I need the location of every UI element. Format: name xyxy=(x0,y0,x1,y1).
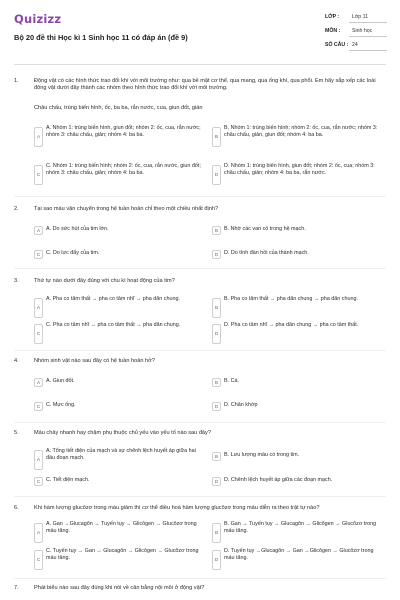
option-letter: A xyxy=(34,127,43,147)
meta-question-count xyxy=(325,40,387,51)
option-text: D. Nhóm 1: trùng biến hình, giun đốt; nhóm 2: ốc, cua; nhóm 3: châu chấu, giản; nhóm 4: ba ba, rắn nước. xyxy=(224,163,375,177)
option-letter: C xyxy=(34,402,43,411)
option-text: B. Cá. xyxy=(224,378,239,384)
quizizz-logo: Quizizz xyxy=(14,12,62,26)
option-text: A. Do sức hút của tim lớn. xyxy=(46,226,109,232)
option-text: B. Nhóm 1: trùng biến hình; nhóm 2: ốc, cua, rắn nước; nhóm 3: châu chấu, giản, giun đốt; nhóm 4: ba ba. xyxy=(224,125,378,139)
option-a[interactable] xyxy=(34,125,204,147)
option-letter: A xyxy=(34,226,43,235)
option-d[interactable] xyxy=(212,322,382,344)
question-number: 3. xyxy=(14,278,19,284)
option-text: B. Lưu lượng máu có trong tim. xyxy=(224,452,300,458)
option-d[interactable] xyxy=(212,548,382,570)
option-letter: D xyxy=(212,550,221,570)
option-letter: C xyxy=(34,250,43,259)
option-letter: D xyxy=(212,402,221,411)
option-text: D. Do tính đàn hồi của thành mạch. xyxy=(224,250,309,256)
meta-class-label: LỚP : xyxy=(325,14,340,21)
option-text: D. Pha co tâm nhĩ → pha dãn chung → pha co tâm thất. xyxy=(224,322,359,328)
option-b[interactable] xyxy=(212,452,382,461)
meta-subject-label: MÔN : xyxy=(325,28,341,35)
question-text: Thứ tự nào dưới đây đúng với chu kì hoạt động của tim? xyxy=(34,278,175,284)
option-c[interactable] xyxy=(34,250,204,259)
option-d[interactable] xyxy=(212,250,382,259)
option-letter: B xyxy=(212,523,221,543)
option-text: C. Mực ống. xyxy=(46,402,76,408)
option-a[interactable] xyxy=(34,296,204,318)
question-text: Tại sao máu vận chuyển trong hệ tuần hoàn chỉ theo một chiều nhất định? xyxy=(34,206,219,212)
option-d[interactable] xyxy=(212,477,382,486)
option-b[interactable] xyxy=(212,296,382,318)
option-letter: D xyxy=(212,250,221,259)
header-divider xyxy=(14,64,386,65)
option-letter: C xyxy=(34,324,43,344)
option-c[interactable] xyxy=(34,163,204,185)
option-text: C. Nhóm 1: trùng biến hình; nhóm 2: ốc, cua, rắn nước, giun đốt; nhóm 3: châu chấu, giản; nhóm 4: ba ba. xyxy=(46,163,201,177)
question-number: 5. xyxy=(14,430,19,436)
option-a[interactable] xyxy=(34,378,204,387)
option-text: C. Pha co tâm nhĩ → pha co tâm thất → pha dãn chung. xyxy=(46,322,181,328)
option-letter: B xyxy=(212,127,221,147)
meta-subject xyxy=(325,26,387,37)
option-c[interactable] xyxy=(34,477,204,486)
meta-class-value: Lớp 11 xyxy=(349,13,387,23)
option-text: B. Nhờ các van có trong hệ mạch. xyxy=(224,226,306,232)
option-c[interactable] xyxy=(34,322,204,344)
option-text: A. Tổng tiết diện của mạch và sự chênh lệch huyết áp giữa hai đầu đoạn mạch. xyxy=(46,448,196,462)
option-b[interactable] xyxy=(212,125,382,147)
meta-subject-value: Sinh học xyxy=(349,27,387,37)
question-number: 6. xyxy=(14,505,19,511)
question-divider xyxy=(14,496,386,497)
option-text: D. Chân khớp xyxy=(224,402,258,408)
option-text: A. Giun đốt. xyxy=(46,378,75,384)
question-text: Máu chảy nhanh hay chậm phụ thuộc chủ yếu vào yếu tố nào sau đây? xyxy=(34,430,211,436)
document-title: Bộ 20 đề thi Học kì 1 Sinh học 11 có đáp án (đề 9) xyxy=(14,33,188,42)
option-letter: B xyxy=(212,378,221,387)
option-a[interactable] xyxy=(34,448,204,470)
option-text: A. Pha co tâm thất → pha co tâm nhĩ → pha dãn chung. xyxy=(46,296,180,302)
option-text: C. Do lực đẩy của tim. xyxy=(46,250,100,256)
meta-class xyxy=(325,12,387,23)
option-b[interactable] xyxy=(212,226,382,235)
option-text: D. Chênh lệch huyết áp giữa các đoạn mạch. xyxy=(224,477,333,483)
option-text: C. Tiết diện mạch. xyxy=(46,477,90,483)
question-number: 2. xyxy=(14,206,19,212)
question-number: 1. xyxy=(14,78,19,84)
option-c[interactable] xyxy=(34,402,204,411)
option-letter: A xyxy=(34,378,43,387)
option-letter: B xyxy=(212,226,221,235)
option-letter: A xyxy=(34,298,43,318)
meta-count-label: SỐ CÂU : xyxy=(325,42,349,49)
option-letter: A xyxy=(34,450,43,470)
option-a[interactable] xyxy=(34,521,204,543)
option-d[interactable] xyxy=(212,402,382,411)
question-divider xyxy=(14,350,386,351)
question-text: Phát biểu nào sau đây đúng khi nói về cân bằng nội môi ở động vật? xyxy=(34,585,205,591)
option-d[interactable] xyxy=(212,163,382,185)
option-c[interactable] xyxy=(34,548,204,570)
option-letter: B xyxy=(212,452,221,461)
question-divider xyxy=(14,196,386,197)
option-letter: C xyxy=(34,165,43,185)
question-divider xyxy=(14,268,386,269)
question-number: 7. xyxy=(14,585,19,591)
question-text: Khi hàm lượng glucôzơ trong máu giảm thì cơ thể điều hoà hàm lượng glucôzơ trong máu diễn ra theo trật tự nào? xyxy=(34,505,320,511)
question-number: 4. xyxy=(14,358,19,364)
option-text: B. Gan → Tuyến tụy → Glucagôn → Glicôgen → Glucôzơ trong máu tăng. xyxy=(224,521,377,535)
question-text: Nhóm sinh vật nào sau đây có hệ tuần hoàn hở? xyxy=(34,358,155,364)
option-letter: D xyxy=(212,165,221,185)
option-text: D. Tuyến tụy →Glucagôn → Gan →Glicôgen → Glucôzơ trong máu tăng. xyxy=(224,548,374,562)
option-letter: C xyxy=(34,550,43,570)
option-letter: C xyxy=(34,477,43,486)
question-subtext: Châu chấu, trùng biến hình, ốc, ba ba, rắn nước, cua, giun đốt, gián xyxy=(34,105,203,111)
question-divider xyxy=(14,578,386,579)
worksheet-header xyxy=(0,0,400,64)
option-text: A. Nhóm 1: trùng biến hình, giun đốt; nhóm 2: ốc, cua, rắn nước; nhóm 3: châu chấu, giản; nhóm 4: ba ba. xyxy=(46,125,201,139)
option-letter: D xyxy=(212,324,221,344)
option-letter: D xyxy=(212,477,221,486)
meta-count-value: 24 xyxy=(349,41,387,51)
option-b[interactable] xyxy=(212,378,382,387)
option-text: C. Tuyến tụy → Gan → Glucagôn → Glicôgen → Glucôzơ trong máu tăng. xyxy=(46,548,199,562)
option-text: A. Gan →Glucagôn → Tuyến tụy → Glicôgen → Glucôzơ trong máu tăng. xyxy=(46,521,197,535)
option-a[interactable] xyxy=(34,226,204,235)
option-text: B. Pha co tâm thất → pha dãn chung → pha dãn chung. xyxy=(224,296,358,302)
option-b[interactable] xyxy=(212,521,382,543)
option-letter: B xyxy=(212,298,221,318)
question-divider xyxy=(14,422,386,423)
option-letter: A xyxy=(34,523,43,543)
question-text: Động vật có các hình thức trao đổi khí với môi trường như: qua bề mặt cơ thể, qua mang, qua ống khí, qua phổi. Em hãy sắp xếp các loài động vật dưới đây thành các nhóm theo hình thức trao đổi khí với môi trường. xyxy=(34,78,376,92)
